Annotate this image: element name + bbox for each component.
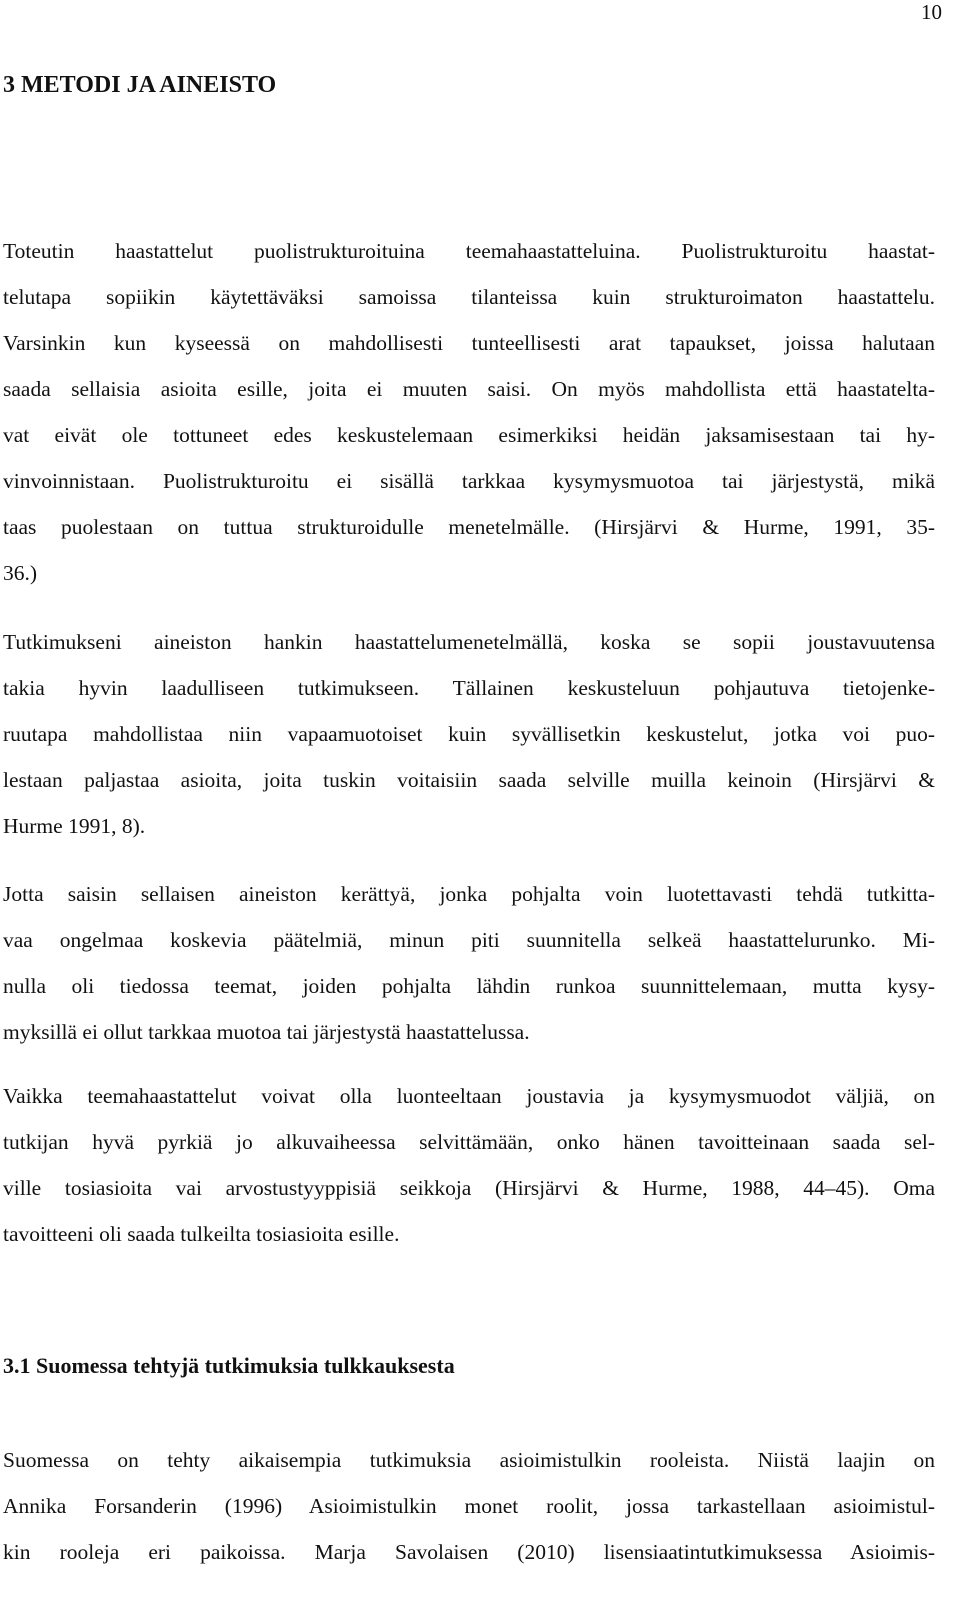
text-line: Annika Forsanderin (1996) Asioimistulkin monet roolit, jossa tarkastellaan asioimistul-	[3, 1494, 935, 1518]
text-line: Tutkimukseni aineiston hankin haastattelumenetelmällä, koska se sopii joustavuutensa	[3, 630, 935, 654]
text-line: Varsinkin kun kyseessä on mahdollisesti tunteellisesti arat tapaukset, joissa halutaan	[3, 331, 935, 355]
text-line: ville tosiasioita vai arvostustyyppisiä seikkoja (Hirsjärvi & Hurme, 1988, 44–45). Oma	[3, 1176, 935, 1200]
text-line: Toteutin haastattelut puolistrukturoituina teemahaastatteluina. Puolistrukturoitu haastat-	[3, 239, 935, 263]
text-line: lestaan paljastaa asioita, joita tuskin voitaisiin saada selville muilla keinoin (Hirsjärvi &	[3, 768, 935, 792]
text-line: 36.)	[3, 561, 38, 585]
text-line: tavoitteeni oli saada tulkeilta tosiasioita esille.	[3, 1222, 400, 1246]
text-line: takia hyvin laadulliseen tutkimukseen. Tällainen keskusteluun pohjautuva tietojenke-	[3, 676, 935, 700]
text-line: Jotta saisin sellaisen aineiston kerättyä, jonka pohjalta voin luotettavasti tehdä tutkitta-	[3, 882, 935, 906]
text-line: vat eivät ole tottuneet edes keskustelemaan esimerkiksi heidän jaksamisestaan tai hy-	[3, 423, 935, 447]
paragraph-4	[3, 1073, 935, 1257]
text-line: vinvoinnistaan. Puolistrukturoitu ei sisällä tarkkaa kysymysmuotoa tai järjestystä, mikä	[3, 469, 935, 493]
section-paragraph-1	[3, 1437, 935, 1575]
section-heading: 3.1 Suomessa tehtyjä tutkimuksia tulkkauksesta	[3, 1353, 455, 1378]
text-line: Hurme 1991, 8).	[3, 814, 146, 838]
paragraph-1	[3, 228, 935, 596]
text-line: Vaikka teemahaastattelut voivat olla luonteeltaan joustavia ja kysymysmuodot väljiä, on	[3, 1084, 935, 1108]
text-line: saada sellaisia asioita esille, joita ei muuten saisi. On myös mahdollista että haastatelta-	[3, 377, 935, 401]
text-line: taas puolestaan on tuttua strukturoidulle menetelmälle. (Hirsjärvi & Hurme, 1991, 35-	[3, 515, 935, 539]
paragraph-2	[3, 619, 935, 849]
text-line: ruutapa mahdollistaa niin vapaamuotoiset kuin syvällisetkin keskustelut, jotka voi puo-	[3, 722, 935, 746]
text-line: vaa ongelmaa koskevia päätelmiä, minun piti suunnitella selkeä haastattelurunko. Mi-	[3, 928, 935, 952]
text-line: nulla oli tiedossa teemat, joiden pohjalta lähdin runkoa suunnittelemaan, mutta kysy-	[3, 974, 935, 998]
text-line: tutkijan hyvä pyrkiä jo alkuvaiheessa selvittämään, onko hänen tavoitteinaan saada sel-	[3, 1130, 935, 1154]
chapter-heading: 3 METODI JA AINEISTO	[3, 72, 277, 98]
text-line: kin rooleja eri paikoissa. Marja Savolaisen (2010) lisensiaatintutkimuksessa Asioimis-	[3, 1540, 935, 1564]
text-line: myksillä ei ollut tarkkaa muotoa tai järjestystä haastattelussa.	[3, 1020, 530, 1044]
page-number: 10	[921, 0, 942, 24]
paragraph-3	[3, 871, 935, 1055]
text-line: telutapa sopiikin käytettäväksi samoissa tilanteissa kuin strukturoimaton haastattelu.	[3, 285, 935, 309]
text-line: Suomessa on tehty aikaisempia tutkimuksia asioimistulkin rooleista. Niistä laajin on	[3, 1448, 935, 1472]
